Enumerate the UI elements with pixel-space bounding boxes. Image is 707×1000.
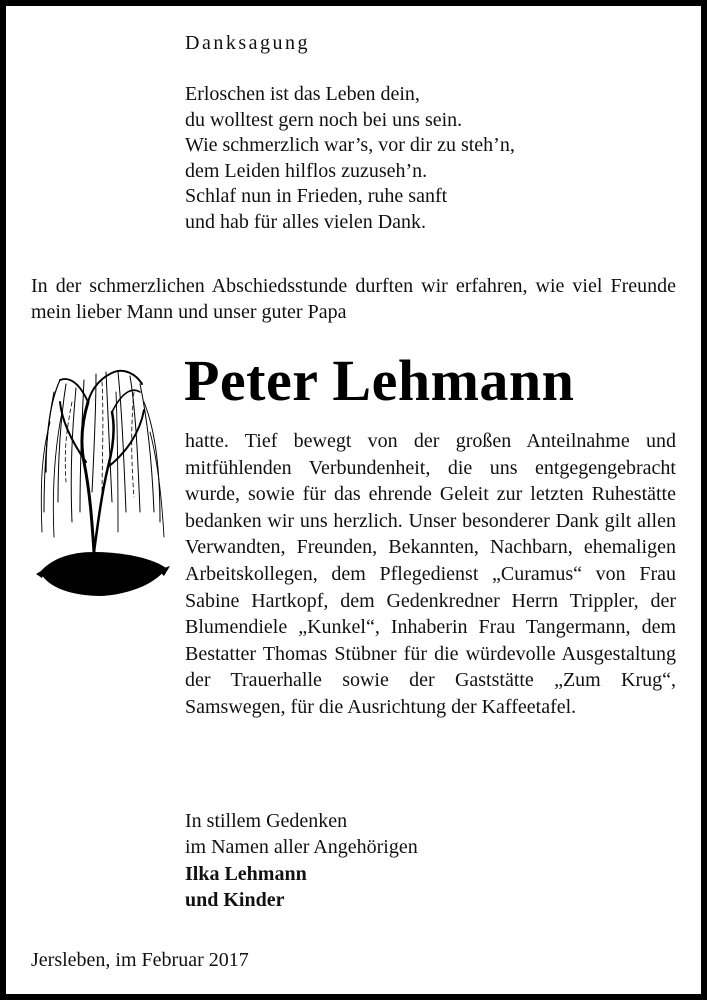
poem-line: du wolltest gern noch bei uns sein. xyxy=(185,108,463,131)
poem xyxy=(185,82,515,236)
signer-family: und Kinder xyxy=(185,889,285,912)
thanks-paragraph: hatte. Tief bewegt von der großen Anteilnahme und mitfühlenden Verbundenheit, die uns entgegengebracht wurde, sowie für das ehrende Geleit zur letzten Ruhestätte bedanken wir uns herzlich. Unser besonderer Dank gilt allen Verwandten, Freunden, Bekannten, Nachbarn, ehemaligen Arbeitskollegen, dem Pflegedienst „Curamus“ von Frau Sabine Hartkopf, dem Gedenkredner Herrn Trippler, der Blumendiele „Kunkel“, Inhaberin Frau Tangermann, dem Bestatter Thomas Stübner für die würdevolle Ausgestaltung der Trauerhalle sowie der Gaststätte „Zum Krug“, Samswegen, für die Ausrichtung der Kaffeetafel. xyxy=(185,430,676,718)
closing-line: im Namen aller Angehörigen xyxy=(185,836,418,859)
poem-line: Wie schmerzlich war’s, vor dir zu steh’n, xyxy=(185,134,515,157)
obituary-notice xyxy=(6,6,701,994)
place-date: Jersleben, im Februar 2017 xyxy=(31,949,249,971)
closing-line: In stillem Gedenken xyxy=(185,810,348,832)
intro-paragraph: In der schmerzlichen Abschiedsstunde durften wir erfahren, wie viel Freunde mein lieber Mann und unser guter Papa xyxy=(31,275,676,323)
notice-heading: Danksagung xyxy=(185,32,310,54)
poem-line: und hab für alles vielen Dank. xyxy=(185,210,427,233)
poem-line: Erloschen ist das Leben dein, xyxy=(185,83,420,105)
signature-block xyxy=(185,808,418,914)
deceased-name: Peter Lehmann xyxy=(184,348,575,413)
signer-name: Ilka Lehmann xyxy=(185,862,307,885)
poem-line: Schlaf nun in Frieden, ruhe sanft xyxy=(185,185,448,208)
poem-line: dem Leiden hilflos zuzuseh’n. xyxy=(185,159,428,182)
weeping-willow-icon xyxy=(32,362,172,602)
